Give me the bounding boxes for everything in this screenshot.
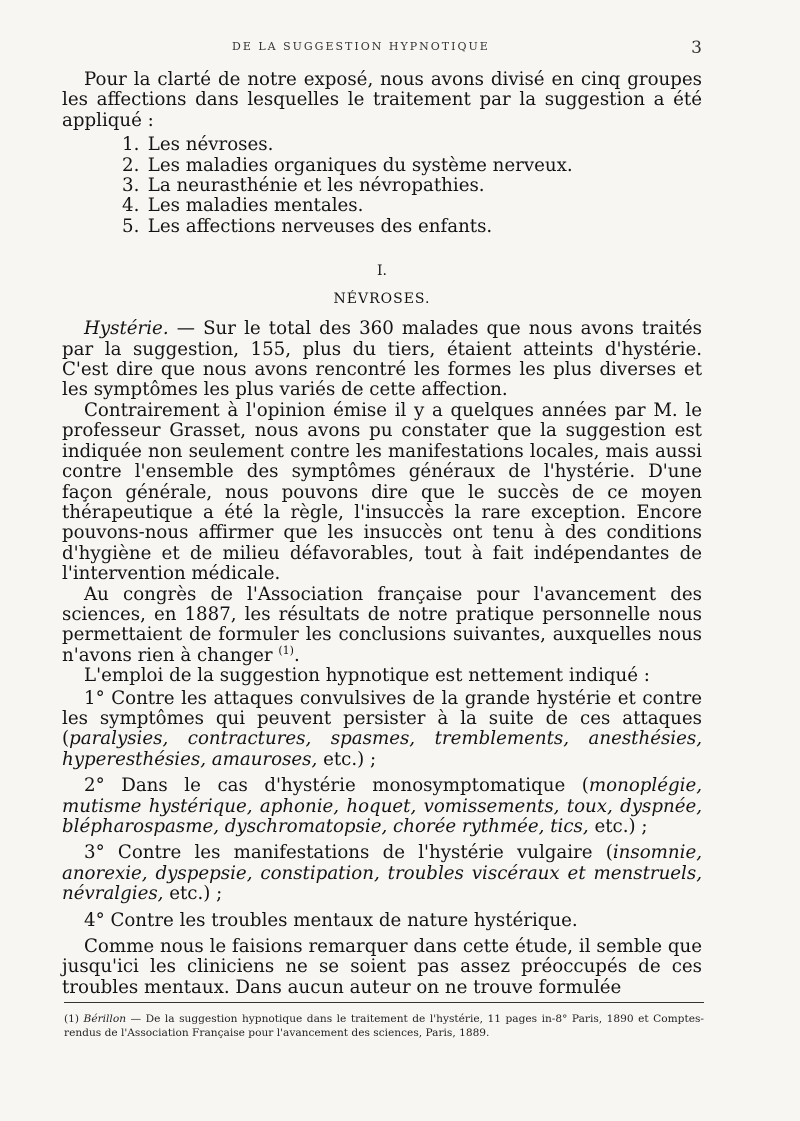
indication-item-1: 1° Contre les attaques convulsives de la grande hystérie et contre les symptômes qui peuvent persister à la suite de ces attaques (paralysies, contractures, spasmes, tremblements, anesthésies, hyperesthésies, amauroses, etc.) ; xyxy=(62,687,702,770)
page-body xyxy=(62,38,702,998)
paragraph-lead: Hystérie. xyxy=(84,318,169,340)
intro-paragraph: Pour la clarté de notre exposé, nous avons divisé en cinq groupes les affections dans lesquelles le traitement par la suggestion a été appliqué : xyxy=(62,69,702,131)
section-title: NÉVROSES. xyxy=(333,291,431,308)
running-title: DE LA SUGGESTION HYPNOTIQUE xyxy=(232,40,490,53)
paragraph-grasset: Contrairement à l'opinion émise il y a quelques années par M. le professeur Grasset, nous avons pu constater que la suggestion est indiquée non seulement contre les manifestations locales, mais aussi contre l'ensemble des symptômes généraux de l'hystérie. D'une façon générale, nous pouvons dire que le succès de ce moyen thérapeutique a été la règle, l'insuccès la rare exception. Encore pouvons-nous affirmer que les insuccès ont tenu à des conditions d'hygiène et de milieu défavorables, tout à fait indépendantes de l'intervention médicale. xyxy=(62,399,702,585)
list-item: 3. La neurasthénie et les névropathies. xyxy=(122,175,485,197)
groups-list xyxy=(62,135,702,237)
list-item: 2. Les maladies organiques du système nerveux. xyxy=(122,154,573,176)
closing-paragraph: Comme nous le faisions remarquer dans cette étude, il semble que jusqu'ici les cliniciens ne se soient pas assez préoccupés de ces troubles mentaux. Dans aucun auteur on ne trouve formulée xyxy=(62,936,702,998)
running-head xyxy=(62,38,702,64)
paragraph-emploi: L'emploi de la suggestion hypnotique est nettement indiqué : xyxy=(84,665,650,687)
footnote-divider xyxy=(64,1002,704,1003)
list-item: 4. Les maladies mentales. xyxy=(122,195,364,217)
paragraph-hysterie: Hystérie. — Sur le total des 360 malades que nous avons traités par la suggestion, 155, plus du tiers, étaient atteints d'hystérie. C'est dire que nous avons rencontré les formes les plus diverses et les symptômes les plus variés de cette affection. xyxy=(62,318,702,401)
paragraph-congres: Au congrès de l'Association française pour l'avancement des sciences, en 1887, les résultats de notre pratique personnelle nous permettaient de formuler les conclusions suivantes, auxquelles nous n'avons rien à changer $^{(1)}$. xyxy=(62,583,702,666)
indication-item-4: 4° Contre les troubles mentaux de nature hystérique. xyxy=(84,909,578,931)
footnote-ref: (1) xyxy=(278,643,294,657)
list-item: 5. Les affections nerveuses des enfants. xyxy=(122,215,493,237)
indication-item-3: 3° Contre les manifestations de l'hystérie vulgaire (insomnie, anorexie, dyspepsie, constipation, troubles viscéraux et menstruels, névralgies, etc.) ; xyxy=(62,842,702,905)
page-number: 3 xyxy=(691,38,702,58)
footnote: (1) Bérillon — De la suggestion hypnotique dans le traitement de l'hystérie, 11 pages in-8° Paris, 1890 et Comptes-rendus de l'Association Française pour l'avancement des sciences, Paris, 1889. xyxy=(64,1013,704,1039)
indication-item-2: 2° Dans le cas d'hystérie monosymptomatique (monoplégie, mutisme hystérique, aphonie, hoquet, vomissements, toux, dyspnée, blépharospasme, dyschromatopsie, chorée rythmée, tics, etc.) ; xyxy=(62,775,702,837)
list-item: 1. Les névroses. xyxy=(122,134,274,156)
section-number: I. xyxy=(377,263,387,280)
footnote-author: Bérillon xyxy=(83,1013,127,1025)
